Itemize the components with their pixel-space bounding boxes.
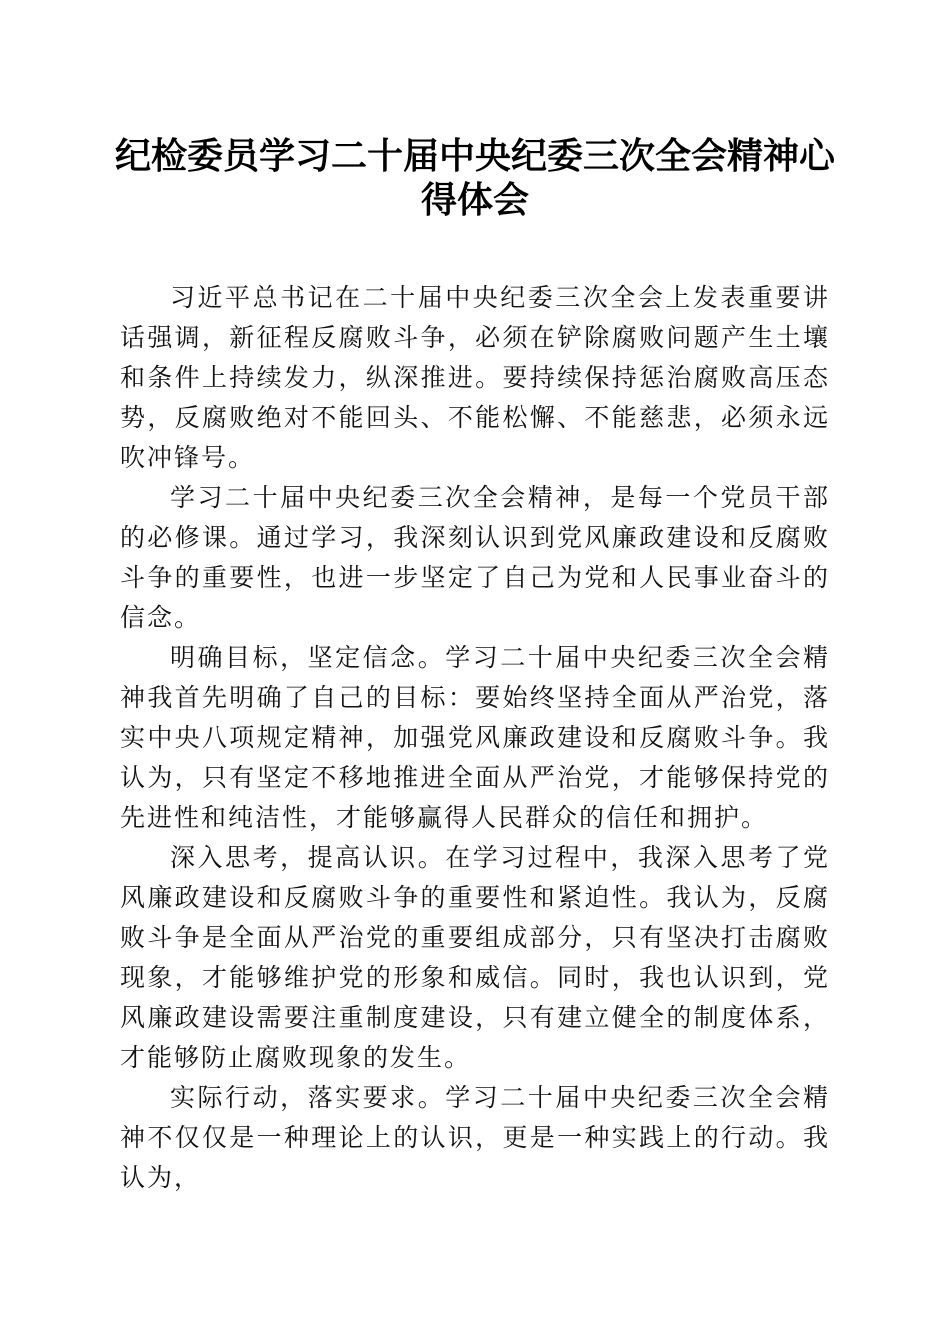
- document-body: [120, 278, 830, 1198]
- paragraph: 明确目标，坚定信念。学习二十届中央纪委三次全会精神我首先明确了自己的目标：要始终坚持全面从严治党，落实中央八项规定精神，加强党风廉政建设和反腐败斗争。我认为，只有坚定不移地推进全面从严治党，才能够保持党的先进性和纯洁性，才能够赢得人民群众的信任和拥护。: [120, 643, 830, 832]
- paragraph: 习近平总书记在二十届中央纪委三次全会上发表重要讲话强调，新征程反腐败斗争，必须在铲除腐败问题产生土壤和条件上持续发力，纵深推进。要持续保持惩治腐败高压态势，反腐败绝对不能回头、不能松懈、不能慈悲，必须永远吹冲锋号。: [120, 283, 830, 472]
- paragraph: 深入思考，提高认识。在学习过程中，我深入思考了党风廉政建设和反腐败斗争的重要性和紧迫性。我认为，反腐败斗争是全面从严治党的重要组成部分，只有坚决打击腐败现象，才能够维护党的形象和威信。同时，我也认识到，党风廉政建设需要注重制度建设，只有建立健全的制度体系，才能够防止腐败现象的发生。: [120, 843, 830, 1072]
- paragraph: 学习二十届中央纪委三次全会精神，是每一个党员干部的必修课。通过学习，我深刻认识到党风廉政建设和反腐败斗争的重要性，也进一步坚定了自己为党和人民事业奋斗的信念。: [120, 483, 830, 632]
- document-title: 纪检委员学习二十届中央纪委三次全会精神心得体会: [114, 135, 835, 221]
- paragraph: 实际行动，落实要求。学习二十届中央纪委三次全会精神不仅仅是一种理论上的认识，更是一种实践上的行动。我认为，: [120, 1083, 830, 1192]
